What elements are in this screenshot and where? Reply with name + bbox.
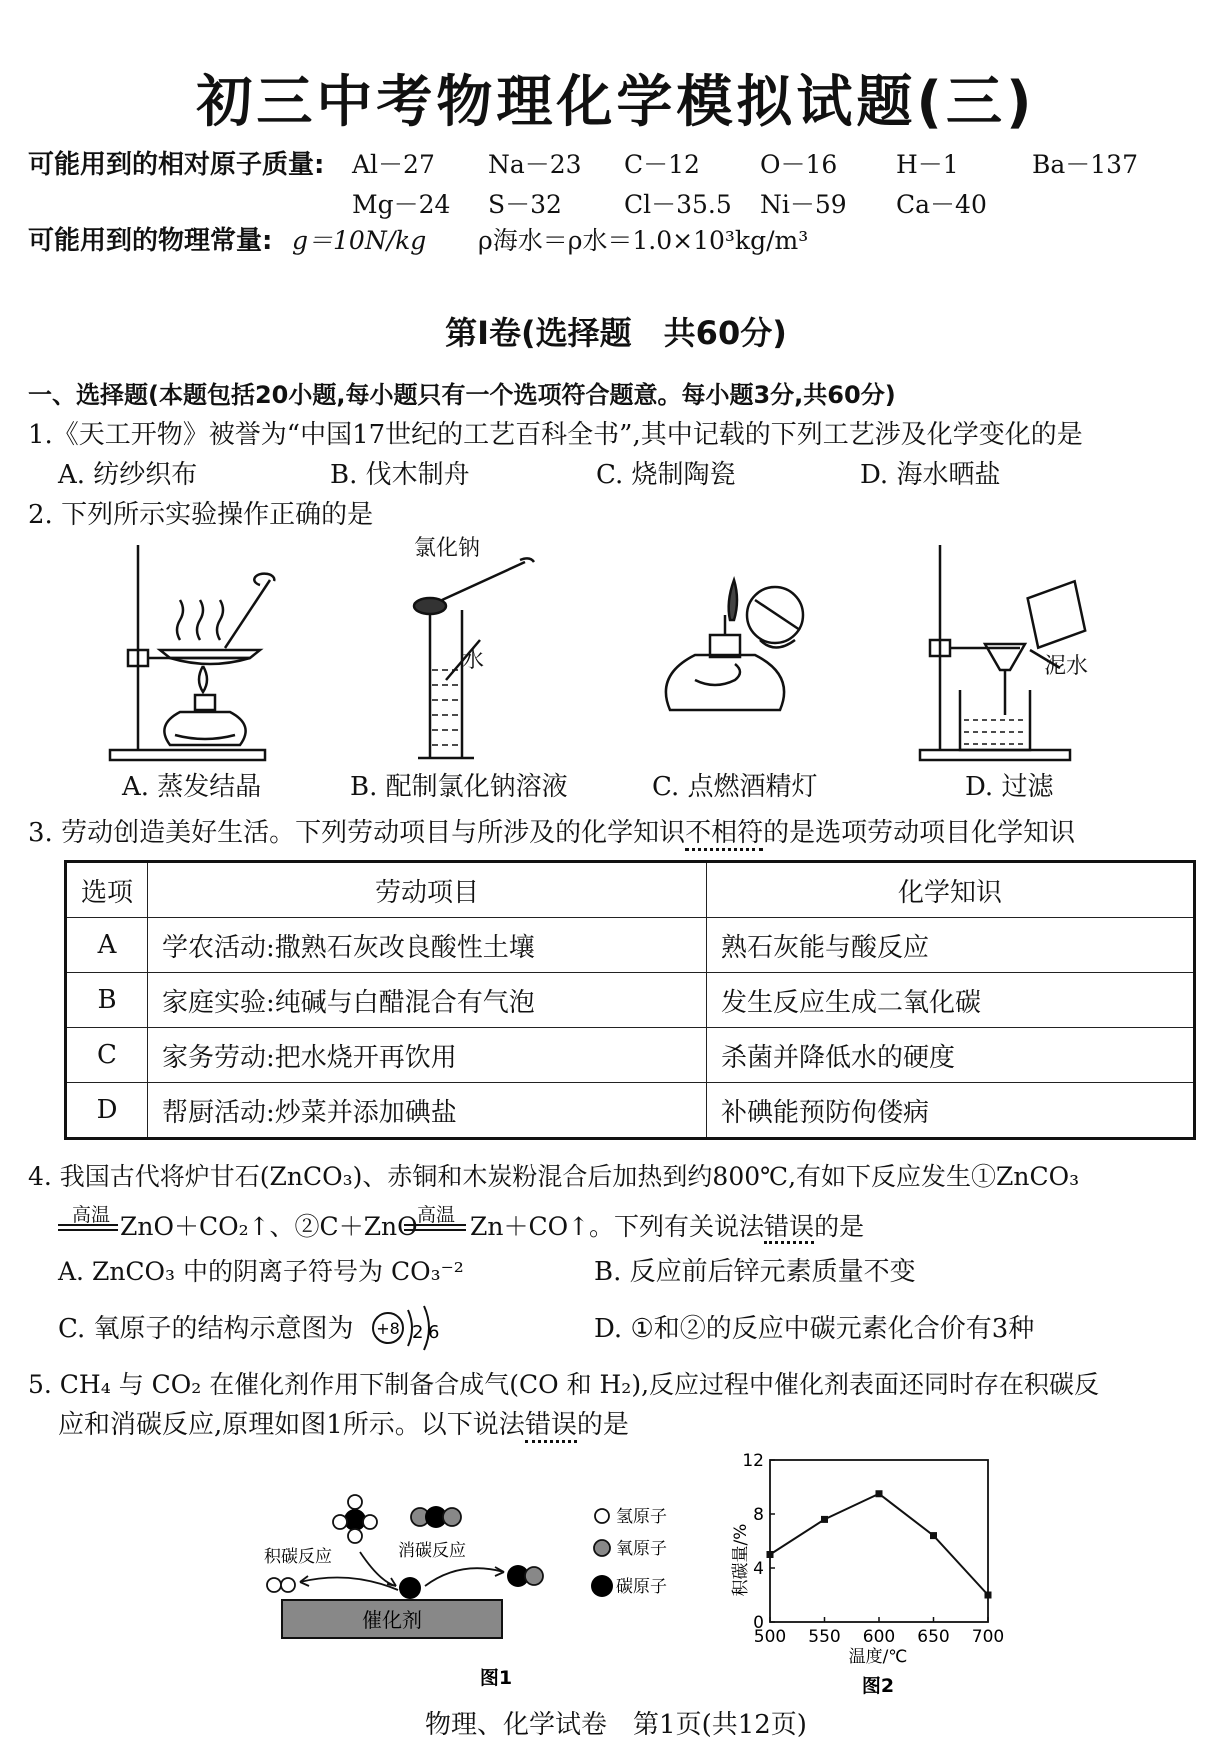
row-option: D	[66, 1083, 148, 1139]
q4-option-d: D. ①和②的反应中碳元素化合价有3种	[594, 1314, 1035, 1344]
row-labor: 帮厨活动:炒菜并添加碘盐	[148, 1083, 707, 1139]
q4-eq-end: 的是	[814, 1212, 865, 1241]
label-water: 水	[462, 648, 485, 673]
q1-option-d: D. 海水晒盐	[860, 460, 1001, 490]
q2-figure-evaporation	[100, 540, 280, 765]
data-point	[767, 1551, 774, 1558]
remove-label: 消碳反应	[398, 1541, 466, 1561]
atomic-mass-entry: O－16	[760, 150, 838, 179]
legend-oxygen-swatch	[594, 1540, 610, 1556]
part-heading: 一、选择题(本题包括20小题,每小题只有一个选项符合题意。每小题3分,共60分)	[28, 381, 896, 409]
figure-2-caption: 图2	[861, 1675, 895, 1697]
oxygen-atom	[443, 1508, 461, 1526]
data-point	[930, 1532, 937, 1539]
page-title: 初三中考物理化学模拟试题(三)	[196, 70, 1036, 135]
atomic-mass-entry: Al－27	[352, 150, 435, 179]
row-knowledge: 补碘能预防佝偻病	[707, 1083, 1195, 1139]
q3-stem	[28, 816, 1075, 850]
legend-carbon-label: 碳原子	[616, 1577, 667, 1597]
chart-plot-frame	[770, 1460, 988, 1622]
table-row	[66, 1083, 1195, 1139]
q4-condition-1: 高温	[71, 1204, 110, 1226]
table-row	[66, 1028, 1195, 1083]
chart-x-axis-label: 温度/℃	[848, 1647, 908, 1667]
page-footer: 物理、化学试卷 第1页(共12页)	[425, 1710, 807, 1740]
hydrogen-atom	[348, 1529, 362, 1543]
catalyst-label: 催化剂	[362, 1608, 422, 1632]
q3-stem-part-b: 的是选项劳动项目化学知识	[763, 818, 1076, 848]
col-header-option: 选项	[66, 862, 148, 918]
deposit-label: 积碳反应	[264, 1547, 332, 1567]
q5-line2-part-b: 的是	[576, 1410, 629, 1440]
atomic-mass-entry: Ba－137	[1032, 150, 1138, 179]
table-header-row	[66, 862, 1195, 918]
data-point	[821, 1516, 828, 1523]
atomic-mass-entry: C－12	[624, 150, 700, 179]
x-tick-label: 550	[808, 1627, 841, 1647]
q4-option-c: C. 氧原子的结构示意图为	[58, 1314, 354, 1344]
q1-option-c: C. 烧制陶瓷	[596, 460, 736, 490]
q4-option-a: A. ZnCO₃ 中的阴离子符号为 CO₃⁻²	[58, 1257, 464, 1286]
y-tick-label: 0	[753, 1613, 764, 1633]
q4-condition-2: 高温	[416, 1204, 455, 1226]
q3-stem-emphasis: 不相符	[685, 818, 763, 851]
oxygen-atom-structure-diagram	[368, 1300, 448, 1356]
x-tick-label: 650	[917, 1627, 950, 1647]
row-option: A	[66, 918, 148, 973]
y-tick-label: 8	[753, 1505, 764, 1525]
row-option: C	[66, 1028, 148, 1083]
q2-caption-b: B. 配制氯化钠溶液	[350, 772, 568, 802]
legend-carbon-swatch	[591, 1575, 613, 1597]
table-row	[66, 918, 1195, 973]
q5-line1: 5. CH₄ 与 CO₂ 在催化剂作用下制备合成气(CO 和 H₂),反应过程中催化剂表面还同时存在积碳反	[28, 1370, 1100, 1399]
x-tick-label: 500	[753, 1627, 787, 1647]
atomic-mass-entry: H－1	[896, 150, 959, 179]
chart-y-axis-label: 积碳量/%	[731, 1523, 751, 1597]
label-muddy-water: 泥水	[1044, 654, 1089, 679]
atomic-mass-entry: Cl－35.5	[624, 190, 732, 219]
row-labor: 学农活动:撒熟石灰改良酸性土壤	[148, 918, 707, 973]
col-header-knowledge: 化学知识	[707, 862, 1195, 918]
q1-option-a: A. 纺纱织布	[58, 460, 198, 490]
q2-stem: 2. 下列所示实验操作正确的是	[28, 500, 374, 530]
const-g: g＝10N/kg	[292, 226, 427, 255]
data-point	[985, 1592, 992, 1599]
mass-label: 可能用到的相对原子质量:	[28, 150, 325, 180]
row-labor: 家庭实验:纯碱与白醋混合有气泡	[148, 973, 707, 1028]
q3-stem-part-a: 3. 劳动创造美好生活。下列劳动项目与所涉及的化学知识	[28, 818, 686, 848]
q2-caption-a: A. 蒸发结晶	[122, 772, 262, 802]
q5-line2-part-a: 应和消碳反应,原理如图1所示。以下说法	[58, 1410, 525, 1440]
row-option: B	[66, 973, 148, 1028]
atomic-mass-entry: Na－23	[488, 150, 582, 179]
atomic-mass-entry: Mg－24	[352, 190, 451, 219]
hydrogen-atom	[333, 1515, 347, 1529]
x-tick-label: 600	[862, 1627, 896, 1647]
y-tick-label: 12	[742, 1451, 764, 1471]
q4-line1: 4. 我国古代将炉甘石(ZnCO₃)、赤铜和木炭粉混合后加热到约800℃,有如下反应发生①ZnCO₃	[28, 1162, 1080, 1191]
row-knowledge: 发生反应生成二氧化碳	[707, 973, 1195, 1028]
shell-2-electrons: 6	[428, 1322, 440, 1343]
q2-caption-c: C. 点燃酒精灯	[652, 772, 818, 802]
row-knowledge: 杀菌并降低水的硬度	[707, 1028, 1195, 1083]
atomic-mass-entry: S－32	[488, 190, 562, 219]
q4-eq-part2	[470, 1210, 864, 1244]
hydrogen-atom	[348, 1495, 362, 1509]
q2-caption-d: D. 过滤	[965, 772, 1054, 802]
atomic-mass-entry: Ni－59	[760, 190, 847, 219]
label-sodium-chloride: 氯化钠	[414, 536, 481, 561]
q5-line2	[58, 1408, 629, 1442]
q2-figure-alcohol-lamp	[655, 560, 825, 735]
q5-line2-emphasis: 错误	[525, 1410, 577, 1443]
oxygen-atom	[525, 1567, 543, 1585]
series-line	[770, 1494, 988, 1595]
row-knowledge: 熟石灰能与酸反应	[707, 918, 1195, 973]
legend-hydrogen-swatch	[595, 1509, 609, 1523]
figure-1-caption: 图1	[479, 1667, 513, 1689]
q4-eq-text: Zn＋CO↑。下列有关说法	[470, 1212, 765, 1241]
row-labor: 家务劳动:把水烧开再饮用	[148, 1028, 707, 1083]
q4-option-b: B. 反应前后锌元素质量不变	[594, 1257, 916, 1287]
table-row	[66, 973, 1195, 1028]
shell-1-electrons: 2	[412, 1322, 424, 1343]
nucleus-charge: +8	[376, 1319, 400, 1338]
q4-eq-emphasis: 错误	[764, 1212, 814, 1244]
atomic-mass-entry: Ca－40	[896, 190, 987, 219]
col-header-labor: 劳动项目	[148, 862, 707, 918]
q4-equals-1	[58, 1224, 118, 1231]
figure-2-chart	[718, 1450, 1018, 1700]
y-tick-label: 4	[753, 1559, 764, 1579]
data-point	[876, 1490, 883, 1497]
const-rho: ρ海水＝ρ水＝1.0×10³kg/m³	[478, 226, 809, 255]
const-label: 可能用到的物理常量:	[28, 226, 273, 256]
hydrogen-atom	[281, 1578, 295, 1592]
q1-option-b: B. 伐木制舟	[330, 460, 470, 490]
legend-oxygen-label: 氧原子	[616, 1539, 667, 1559]
x-tick-label: 700	[971, 1627, 1005, 1647]
remove-arrow	[425, 1568, 504, 1586]
figure-1-mechanism	[260, 1490, 700, 1690]
q4-eq-part1: ZnO＋CO₂↑、②C＋ZnO	[120, 1212, 418, 1241]
q1-stem: 1.《天工开物》被誉为“中国17世纪的工艺百科全书”,其中记载的下列工艺涉及化学变化的是	[28, 420, 1083, 450]
hydrogen-atom	[363, 1515, 377, 1529]
q3-table	[64, 860, 1196, 1140]
q4-equals-2	[404, 1224, 466, 1231]
hydrogen-atom	[267, 1578, 281, 1592]
section-title: 第Ⅰ卷(选择题 共60分)	[445, 314, 787, 352]
carbon-atom	[399, 1577, 421, 1599]
legend-hydrogen-label: 氢原子	[616, 1507, 667, 1527]
